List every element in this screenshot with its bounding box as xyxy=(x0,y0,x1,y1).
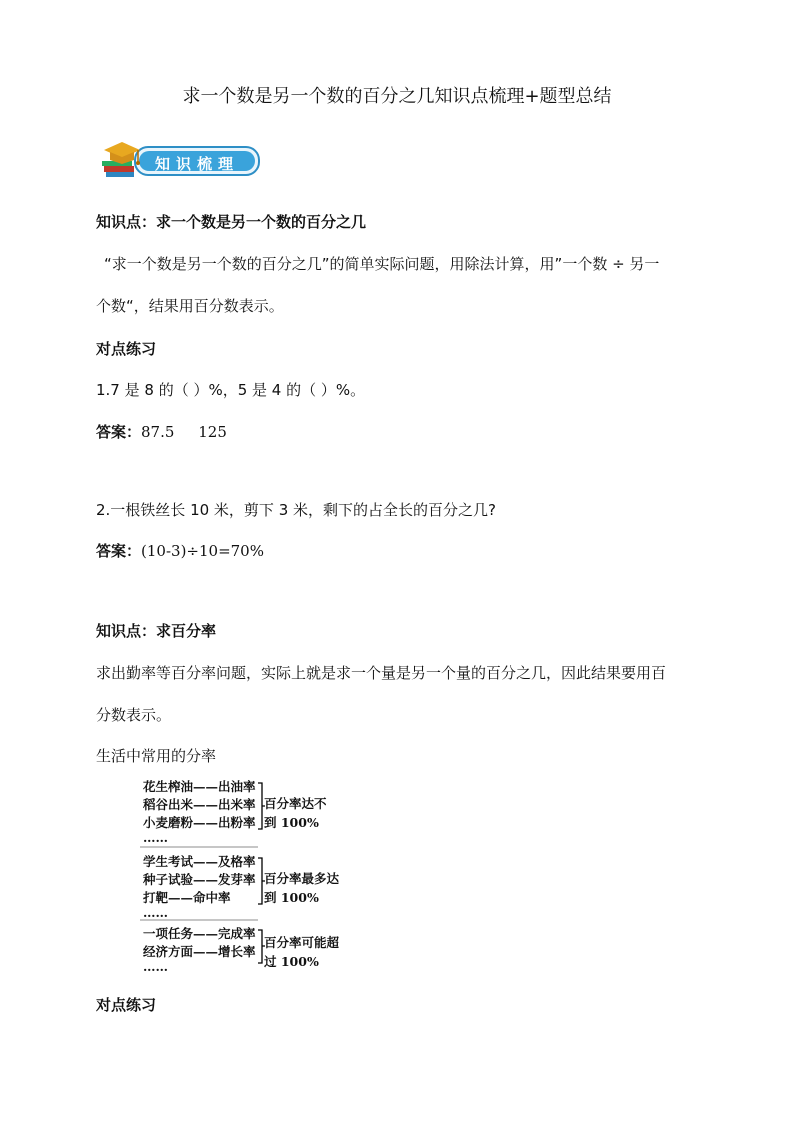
practice-heading: 对点练习 xyxy=(96,996,157,1014)
answer-value: 87.5 125 xyxy=(141,423,227,441)
rate-note: 到 100% xyxy=(264,890,319,905)
rate-note: 过 100% xyxy=(264,954,319,969)
section1-paragraph-line1: “求一个数是另一个数的百分之几”的简单实际问题，用除法计算，用”一个数 ÷ 另一 xyxy=(104,255,660,273)
rate-item: 种子试验——发芽率 xyxy=(143,872,256,887)
rate-item: …… xyxy=(143,830,168,845)
practice-heading: 对点练习 xyxy=(96,340,157,358)
rate-item: …… xyxy=(143,959,168,974)
badge-fill xyxy=(139,151,255,171)
section1-paragraph-line2: 个数“，结果用百分数表示。 xyxy=(96,297,284,315)
common-rates-figure xyxy=(140,775,350,985)
section2-paragraph-line2: 分数表示。 xyxy=(96,706,172,724)
rate-item: 经济方面——增长率 xyxy=(143,944,256,959)
badge-label: 知识梳理 xyxy=(154,155,239,173)
graduation-cap-books-icon xyxy=(98,138,142,182)
rate-item: 打靶——命中率 xyxy=(143,890,231,905)
rates-subheading: 生活中常用的分率 xyxy=(96,747,217,765)
question-1: 1.7 是 8 的（ ）%，5 是 4 的（ ）%。 xyxy=(96,381,366,399)
rate-note: 百分率达不 xyxy=(264,796,327,811)
rate-item: …… xyxy=(143,905,168,920)
badge-frame xyxy=(134,146,260,176)
answer-label: 答案： xyxy=(96,542,142,560)
answer-2 xyxy=(96,540,264,561)
section2-heading: 知识点：求百分率 xyxy=(96,622,217,640)
question-2: 2.一根铁丝长 10 米，剪下 3 米，剩下的占全长的百分之几? xyxy=(96,501,496,519)
rate-item: 一项任务——完成率 xyxy=(143,926,256,941)
rate-item: 学生考试——及格率 xyxy=(143,854,256,869)
answer-value: (10-3)÷10=70% xyxy=(141,542,264,560)
page-title: 求一个数是另一个数的百分之几知识点梳理+题型总结 xyxy=(182,86,612,107)
answer-label: 答案： xyxy=(96,423,142,441)
knowledge-badge xyxy=(98,138,263,182)
rate-note: 百分率可能超 xyxy=(264,935,340,950)
section2-paragraph-line1: 求出勤率等百分率问题，实际上就是求一个量是另一个量的百分之几，因此结果要用百 xyxy=(96,664,667,682)
rate-note: 到 100% xyxy=(264,815,319,830)
rate-item: 小麦磨粉——出粉率 xyxy=(143,815,256,830)
rate-item: 花生榨油——出油率 xyxy=(143,779,256,794)
section1-heading: 知识点：求一个数是另一个数的百分之几 xyxy=(96,213,367,231)
rate-note: 百分率最多达 xyxy=(264,871,340,886)
answer-1 xyxy=(96,421,227,442)
rate-item: 稻谷出米——出米率 xyxy=(143,797,256,812)
